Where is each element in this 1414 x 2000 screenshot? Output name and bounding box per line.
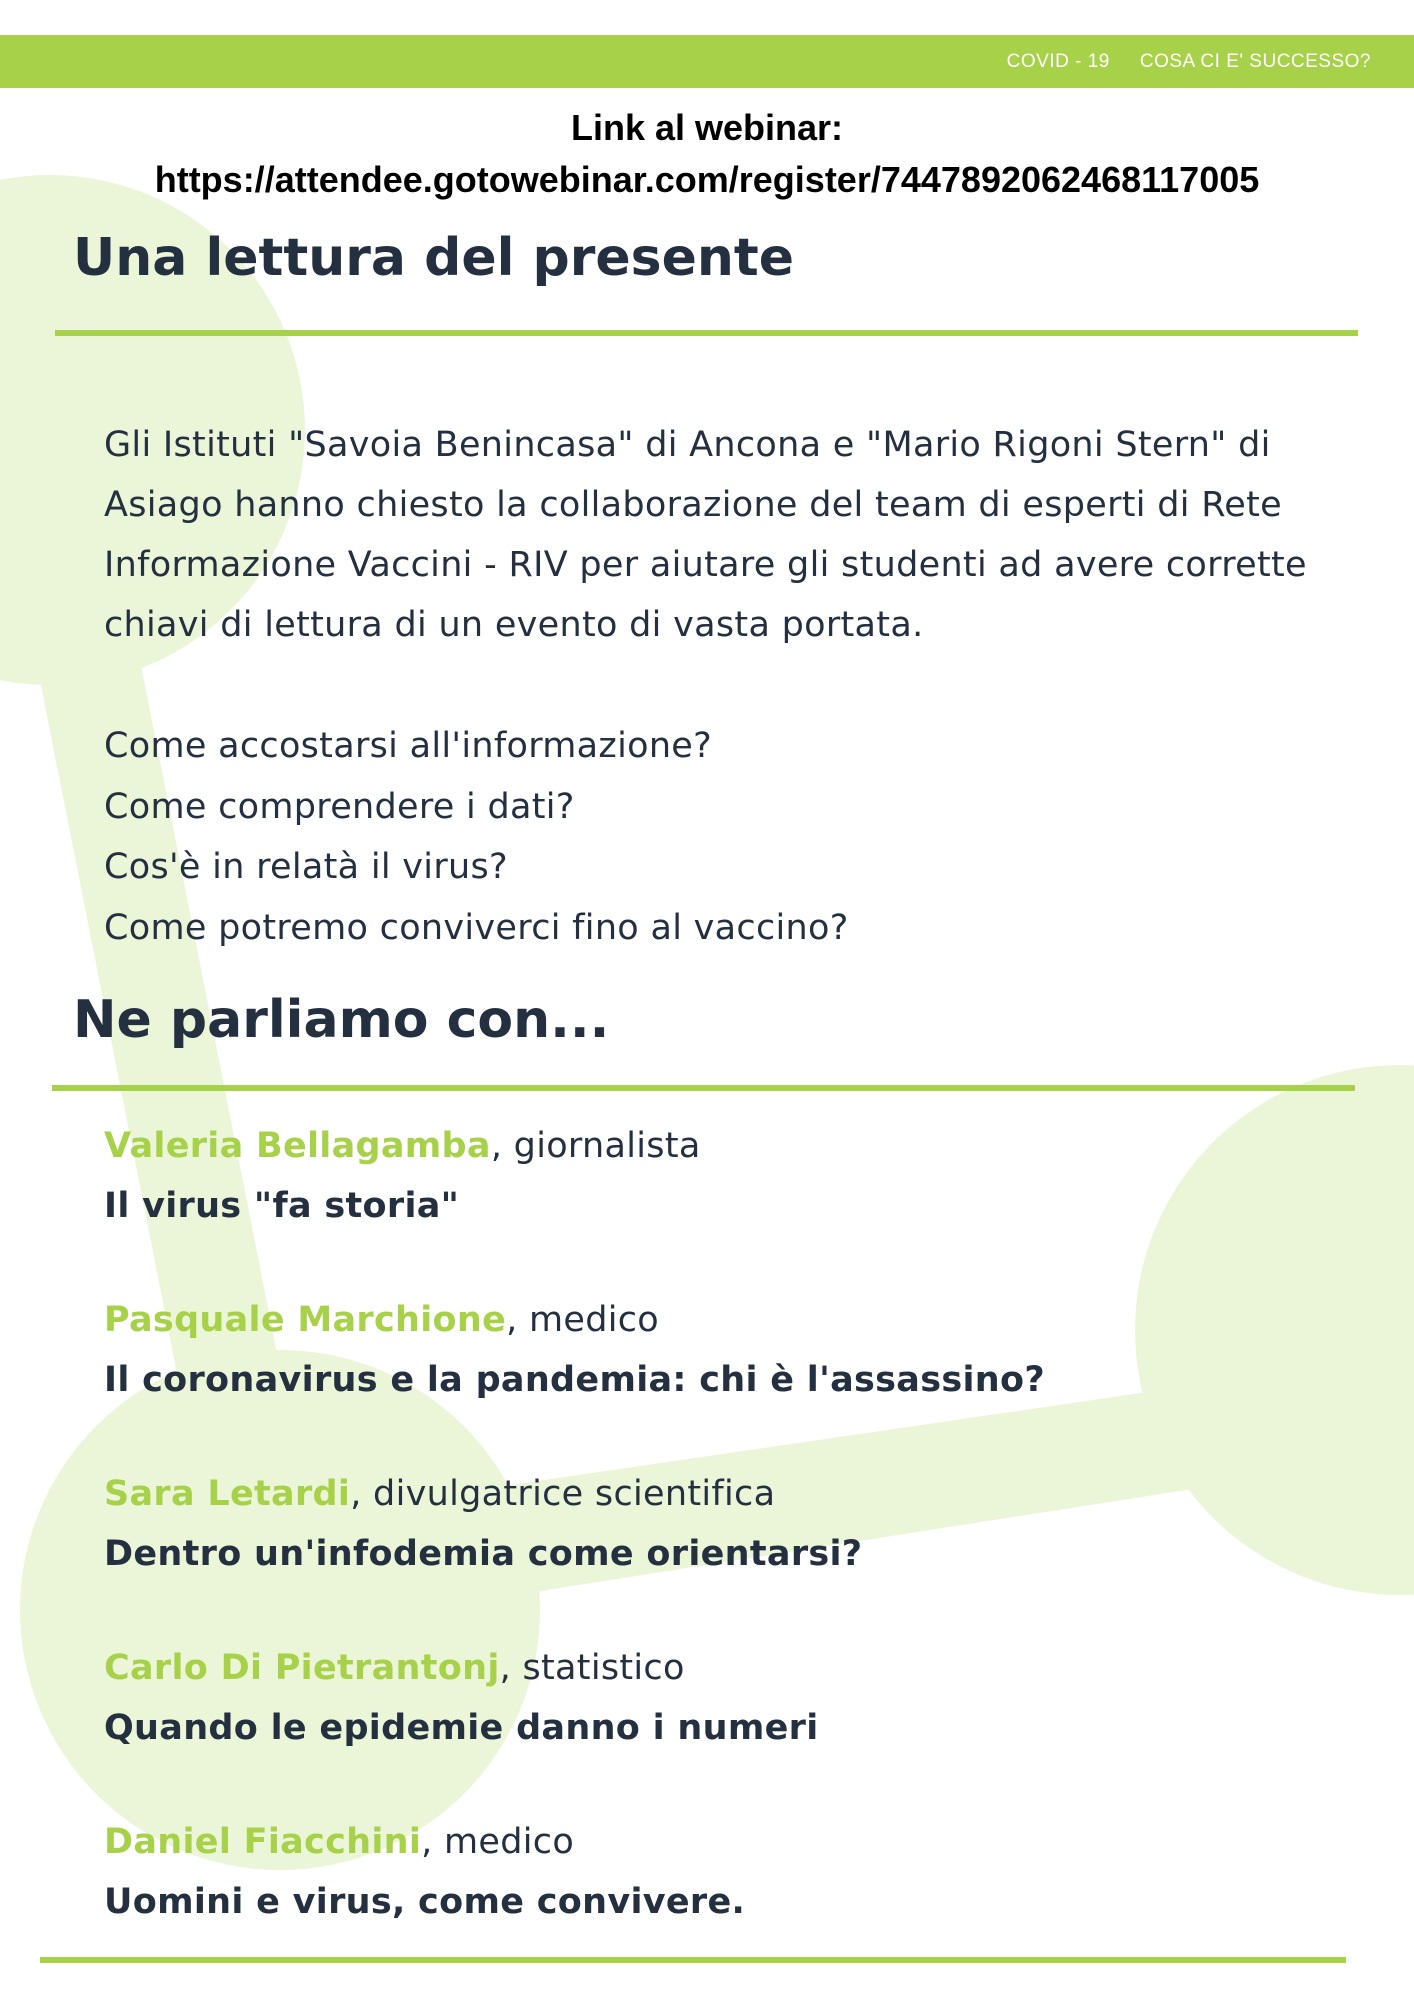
- top-banner-text: [1007, 35, 1371, 88]
- section-title-speakers: Ne parliamo con...: [73, 990, 610, 1050]
- section-title-present: Una lettura del presente: [73, 228, 795, 288]
- webinar-label: Link al webinar:: [570, 107, 844, 148]
- speaker-entry: [104, 1638, 819, 1758]
- speaker-role: , medico: [506, 1300, 660, 1340]
- top-banner: [0, 35, 1414, 88]
- section-divider-2: [52, 1085, 1355, 1091]
- question-item: Come accostarsi all'informazione?: [104, 726, 713, 766]
- question-item: Come potremo conviverci fino al vaccino?: [104, 907, 849, 948]
- intro-paragraph: [104, 415, 1354, 655]
- banner-tag-question: COSA CI E' SUCCESSO?: [1139, 51, 1371, 72]
- questions-list: [104, 716, 849, 958]
- speaker-talk-title: Quando le epidemie danno i numeri: [104, 1708, 819, 1748]
- speaker-talk-title: Il coronavirus e la pandemia: chi è l'assassino?: [104, 1360, 1045, 1400]
- speaker-role: , divulgatrice scientifica: [350, 1474, 776, 1514]
- webinar-link[interactable]: https://attendee.gotowebinar.com/register/7447892062468117005: [154, 159, 1260, 200]
- question-item: Cos'è in relatà il virus?: [104, 847, 508, 887]
- speaker-role: , medico: [421, 1822, 575, 1862]
- banner-tag-covid: COVID - 19: [1006, 51, 1110, 72]
- bg-circle-right: [1135, 1065, 1414, 1595]
- speaker-entry: [104, 1116, 701, 1236]
- speaker-name: Pasquale Marchione: [104, 1300, 507, 1340]
- speaker-entry: [104, 1812, 745, 1932]
- section-divider-1: [55, 330, 1358, 336]
- speaker-talk-title: Dentro un'infodemia come orientarsi?: [104, 1534, 863, 1574]
- speaker-entry: [104, 1290, 1045, 1410]
- speaker-name: Valeria Bellagamba: [104, 1126, 491, 1166]
- footer-divider: [40, 1957, 1346, 1963]
- intro-paragraph-text: Gli Istituti "Savoia Benincasa" di Ancona e "Mario Rigoni Stern" di Asiago hanno chiesto la collaborazione del team di esperti di Rete Informazione Vaccini - RIV per aiutare gli studenti ad avere corrette chiavi di lettura di un evento di vasta portata.: [104, 425, 1307, 645]
- speaker-entry: [104, 1464, 862, 1584]
- speaker-talk-title: Il virus "fa storia": [104, 1186, 460, 1226]
- webinar-block: [0, 102, 1414, 206]
- speaker-talk-title: Uomini e virus, come convivere.: [104, 1882, 746, 1922]
- speaker-name: Sara Letardi: [104, 1474, 351, 1514]
- speaker-name: Carlo Di Pietrantonj: [104, 1648, 500, 1688]
- speaker-role: , giornalista: [490, 1126, 701, 1166]
- speaker-name: Daniel Fiacchini: [104, 1822, 422, 1862]
- question-item: Come comprendere i dati?: [104, 786, 575, 827]
- speaker-role: , statistico: [499, 1648, 685, 1688]
